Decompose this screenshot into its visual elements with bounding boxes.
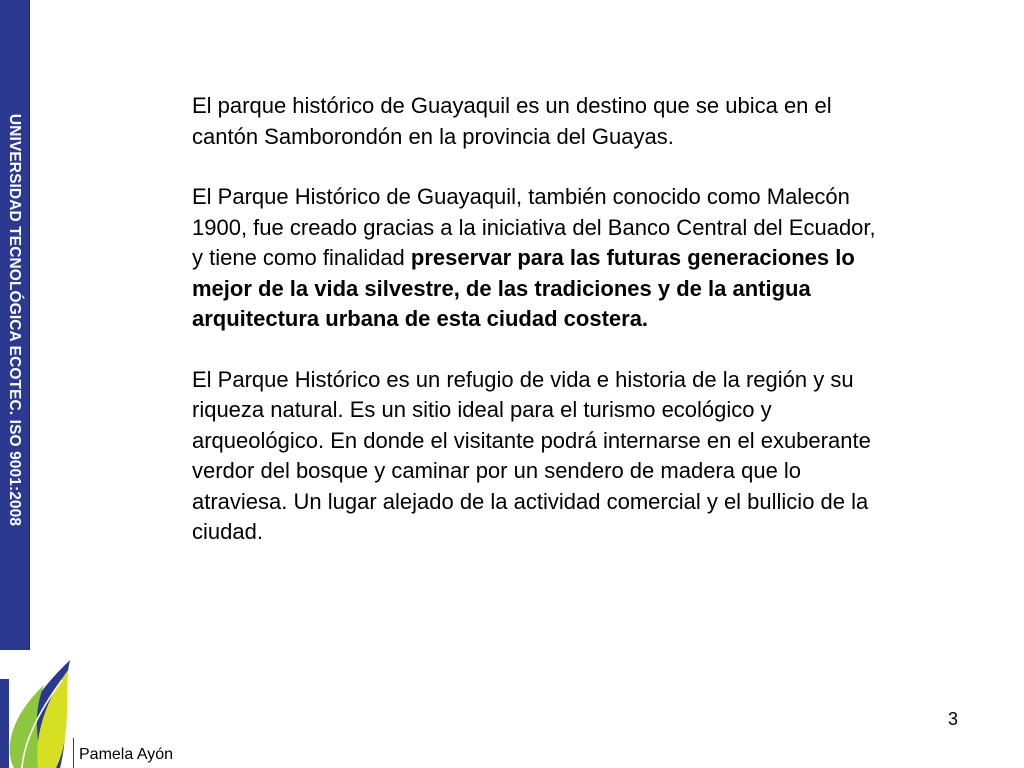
slide-body — [192, 91, 892, 578]
paragraph-history-text: El Parque Histórico de Guayaquil, también conocido como Malecón 1900, fue creado gracias a la iniciativa del Banco Central del Ecuador, y tiene como finalidad — [192, 184, 876, 270]
paragraph-description: El Parque Histórico es un refugio de vida e historia de la región y su riqueza natural. Es un sitio ideal para el turismo ecológico y arqueológico. En donde el visitante podrá internarse en el exuberante verdor del bosque y caminar por un sendero de madera que lo atraviesa. Un lugar alejado de la actividad comercial y el bullicio de la ciudad. — [192, 366, 871, 544]
paragraph-history-emphasis: preservar para las futuras generaciones lo mejor de la vida silvestre, de las tradiciones y de la antigua arquitectura urbana de esta ciudad costera. — [192, 245, 855, 331]
sidebar-band — [0, 0, 30, 650]
university-label: UNIVERSIDAD TECNOLÓGICA ECOTEC. ISO 9001:2008 — [6, 113, 23, 527]
page-number: 3 — [948, 709, 959, 729]
ecotec-leaf-logo-icon — [0, 655, 75, 768]
author-divider — [73, 738, 74, 768]
author-name: Pamela Ayón — [79, 746, 173, 763]
paragraph-location: El parque histórico de Guayaquil es un destino que se ubica en el cantón Samborondón en la provincia del Guayas. — [192, 93, 832, 149]
paragraph-history — [192, 182, 887, 335]
